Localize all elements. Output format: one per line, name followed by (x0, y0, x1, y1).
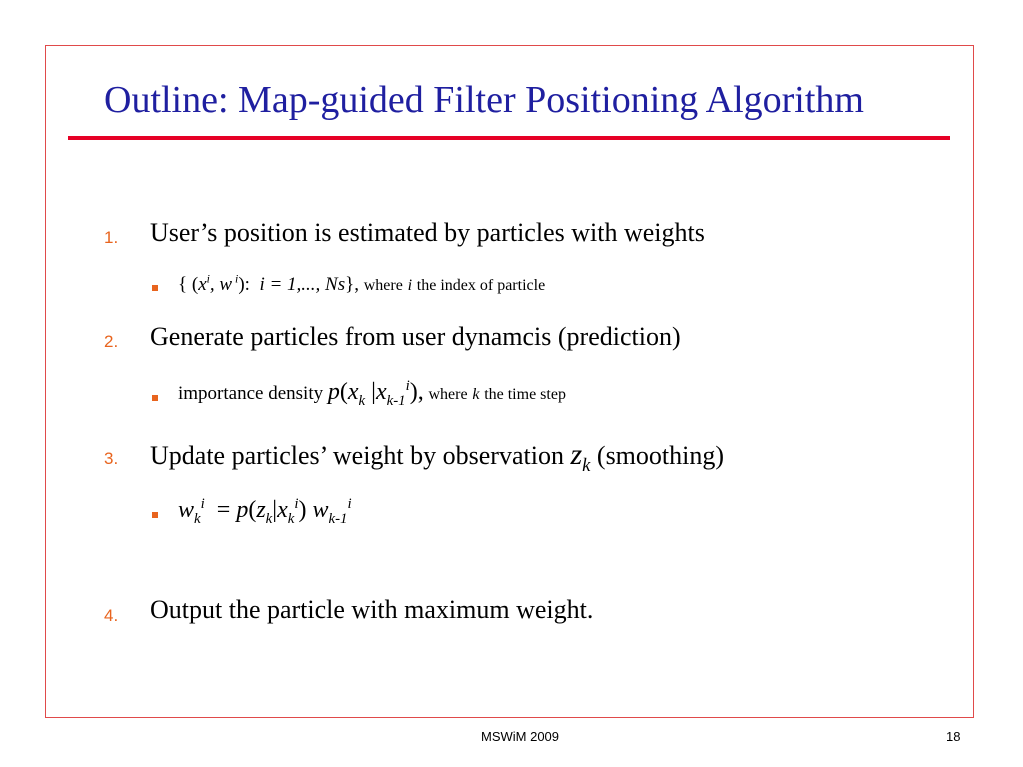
item-1-sub-bullet (152, 285, 158, 291)
title-underline (68, 136, 950, 140)
page-number: 18 (946, 729, 961, 744)
item-4-number: 4. (104, 606, 119, 625)
item-3-number: 3. (104, 449, 119, 468)
item-4-text: Output the particle with maximum weight. (150, 595, 594, 624)
item-2-number: 2. (104, 332, 119, 351)
item-3-sub-bullet (152, 512, 158, 518)
item-1-text: User’s position is estimated by particles with weights (150, 218, 705, 247)
item-1-subtext: { ($x^i$, w $^i$): i = 1,..., Ns}, where i the index of particle (178, 272, 546, 295)
item-2-sub-bullet (152, 395, 158, 401)
item-3-text: Update particles’ weight by observation $z_k$ (smoothing) (150, 438, 725, 476)
item-2-subtext: importance density $p(x_k$ $|x_{k-1}^i$), where k the time step (178, 378, 566, 409)
item-3-formula: $w_k^i = p(z_k|x_k^i)$ $w_{k-1}^i$ (178, 496, 352, 527)
item-2-text: Generate particles from user dynamcis (prediction) (150, 322, 681, 351)
item-1-number: 1. (104, 228, 119, 247)
slide-title: Outline: Map-guided Filter Positioning Algorithm (104, 79, 864, 121)
footer-conference: MSWiM 2009 (481, 729, 560, 744)
